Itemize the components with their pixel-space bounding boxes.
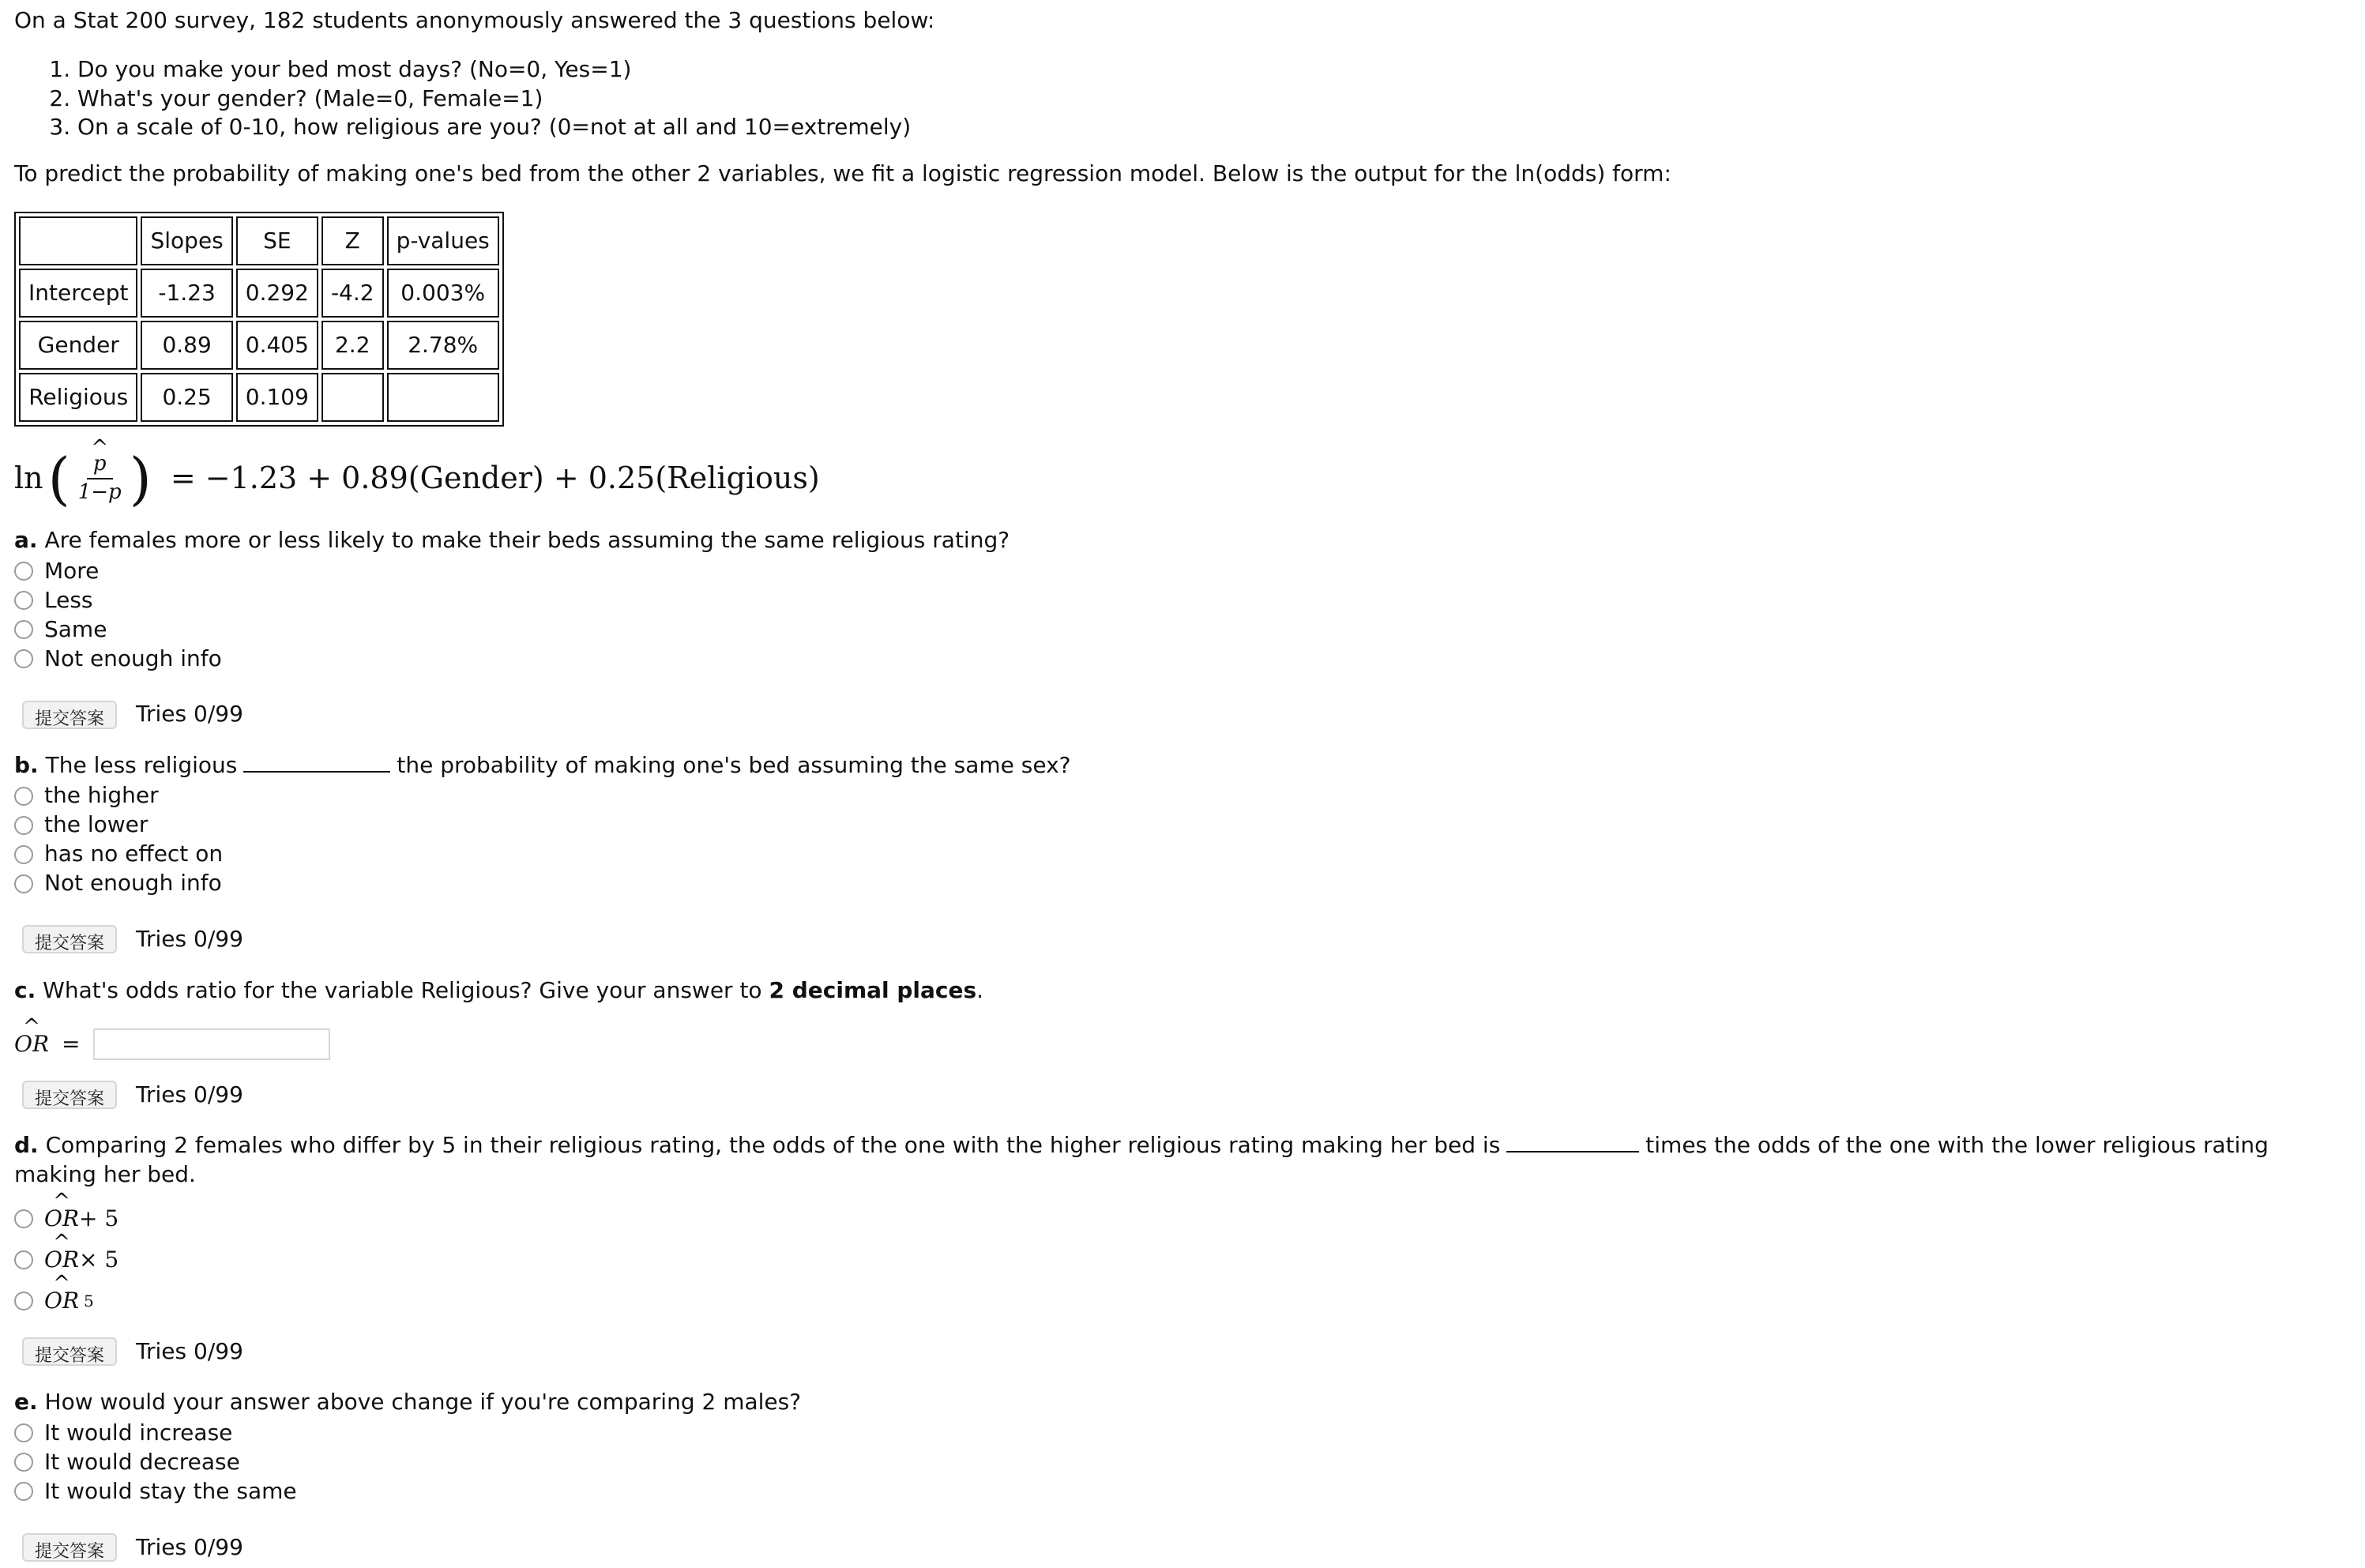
table-cell: Religious (19, 373, 137, 422)
option-label: It would decrease (44, 1449, 240, 1476)
intro-text: On a Stat 200 survey, 182 students anonymously answered the 3 questions below: (14, 7, 935, 33)
option-label: More (44, 557, 100, 584)
odds-ratio-row (14, 1028, 2351, 1060)
question-b (14, 751, 2351, 954)
option[interactable] (14, 585, 2351, 615)
question-letter: d. (14, 1132, 39, 1159)
answer-blank (1506, 1151, 1639, 1152)
option[interactable] (14, 615, 2351, 644)
radio-button[interactable] (14, 620, 33, 639)
option[interactable] (14, 1477, 2351, 1506)
option[interactable] (14, 1448, 2351, 1477)
option-label: Not enough info (44, 645, 222, 671)
equation-denominator: 1−p (77, 479, 122, 504)
equation-rhs: = −1.23 + 0.89(Gender) + 0.25(Religious) (170, 461, 820, 496)
survey-question-list (14, 55, 2351, 141)
table-cell: -1.23 (141, 269, 232, 318)
tries-counter: Tries 0/99 (136, 1338, 243, 1365)
option[interactable] (14, 1198, 2351, 1239)
submit-row (14, 925, 2351, 953)
table-cell: -4.2 (321, 269, 384, 318)
question-c (14, 976, 2351, 1110)
odds-ratio-symbol: ^ OR (44, 1246, 79, 1274)
equation-fraction (73, 451, 126, 506)
option[interactable] (14, 1239, 2351, 1280)
odds-ratio-symbol: ^ OR (44, 1287, 79, 1315)
submit-button[interactable]: 提交答案 (22, 925, 117, 953)
submit-button[interactable]: 提交答案 (22, 1081, 117, 1109)
radio-button[interactable] (14, 1292, 33, 1310)
radio-button[interactable] (14, 1423, 33, 1442)
question-e (14, 1388, 2351, 1562)
option-label: Less (44, 586, 93, 613)
table-cell: 2.78% (387, 321, 499, 370)
question-letter: b. (14, 751, 39, 778)
table-row (19, 321, 499, 370)
table-cell (321, 373, 384, 422)
radio-button[interactable] (14, 562, 33, 581)
radio-button[interactable] (14, 787, 33, 806)
table-header (19, 216, 137, 265)
question-letter: c. (14, 976, 36, 1003)
question-text-bold: 2 decimal places (769, 976, 977, 1003)
radio-button[interactable] (14, 874, 33, 893)
radio-button[interactable] (14, 1453, 33, 1472)
tries-counter: Tries 0/99 (136, 1081, 243, 1107)
question-text-before: The less religious (45, 751, 238, 778)
submit-row (14, 700, 2351, 728)
table-cell: Intercept (19, 269, 137, 318)
question-text: How would your answer above change if you're comparing 2 males? (44, 1389, 802, 1416)
radio-button[interactable] (14, 649, 33, 668)
table-cell: 0.292 (236, 269, 318, 318)
table-cell: 0.003% (387, 269, 499, 318)
survey-question: 1. Do you make your bed most days? (No=0, Yes=1) (77, 55, 2351, 84)
question-text-before: Comparing 2 females who differ by 5 in their religious rating, the odds of the one with the higher religious rating making her bed is (45, 1132, 1501, 1159)
option-label: It would stay the same (44, 1478, 297, 1505)
odds-ratio-symbol: ^ OR (44, 1205, 79, 1233)
table-header-row (19, 216, 499, 265)
tries-counter: Tries 0/99 (136, 701, 243, 728)
option-label: It would increase (44, 1419, 233, 1446)
option[interactable] (14, 810, 2351, 840)
odds-ratio-input[interactable] (93, 1028, 330, 1060)
option-expression: × 5 (79, 1246, 119, 1273)
option-label: has no effect on (44, 840, 224, 867)
question-text-before: What's odds ratio for the variable Religious? Give your answer to (43, 976, 762, 1003)
option-label: Not enough info (44, 870, 222, 897)
table-row (19, 373, 499, 422)
option-expression: + 5 (79, 1205, 119, 1231)
option[interactable] (14, 556, 2351, 585)
question-letter: a. (14, 526, 38, 553)
question-text-after: times the odds of the one with the lower religious rating making her bed. (14, 1132, 2269, 1187)
table-header: Z (321, 216, 384, 265)
regression-table (14, 212, 504, 427)
table-cell (387, 373, 499, 422)
option[interactable] (14, 781, 2351, 810)
table-cell: 0.89 (141, 321, 232, 370)
table-cell: 0.25 (141, 373, 232, 422)
question-text: Are females more or less likely to make their beds assuming the same religious rating? (44, 526, 1010, 553)
equation-ln: ln (14, 461, 43, 496)
equation-numerator: ^ p (87, 451, 113, 479)
option[interactable] (14, 1280, 2351, 1322)
table-cell: 0.405 (236, 321, 318, 370)
option-label: Same (44, 615, 107, 642)
table-header: SE (236, 216, 318, 265)
tries-counter: Tries 0/99 (136, 1533, 243, 1560)
submit-button[interactable]: 提交答案 (22, 1533, 117, 1562)
regression-equation (14, 445, 2351, 512)
table-header: p-values (387, 216, 499, 265)
option-label: the higher (44, 782, 159, 809)
question-d (14, 1131, 2351, 1366)
table-cell: 0.109 (236, 373, 318, 422)
option-label: the lower (44, 811, 149, 838)
radio-button[interactable] (14, 816, 33, 835)
question-text-after: the probability of making one's bed assuming the same sex? (397, 751, 1071, 778)
options-d (14, 1198, 2351, 1322)
question-text-after: . (976, 976, 984, 1003)
predict-text: To predict the probability of making one's bed from the other 2 variables, we fit a logistic regression model. Below is the output for the ln(odds) form: (14, 160, 1671, 186)
options-e (14, 1419, 2351, 1506)
equals-sign: = (62, 1030, 81, 1057)
option[interactable] (14, 840, 2351, 869)
radio-button[interactable] (14, 591, 33, 610)
survey-question: 3. On a scale of 0-10, how religious are you? (0=not at all and 10=extremely) (77, 113, 2351, 141)
submit-row (14, 1337, 2351, 1366)
options-b (14, 781, 2351, 898)
table-header: Slopes (141, 216, 232, 265)
table-cell: Gender (19, 321, 137, 370)
right-paren: ) (129, 445, 152, 512)
option[interactable] (14, 869, 2351, 898)
radio-button[interactable] (14, 1250, 33, 1269)
option[interactable] (14, 1419, 2351, 1448)
radio-button[interactable] (14, 1482, 33, 1501)
left-paren: ( (47, 445, 70, 512)
radio-button[interactable] (14, 1209, 33, 1228)
submit-button[interactable]: 提交答案 (22, 1337, 117, 1366)
option[interactable] (14, 644, 2351, 673)
odds-ratio-symbol: ^ OR (14, 1030, 49, 1058)
options-a (14, 556, 2351, 673)
radio-button[interactable] (14, 845, 33, 864)
submit-row (14, 1533, 2351, 1562)
question-a (14, 526, 2351, 729)
tries-counter: Tries 0/99 (136, 926, 243, 953)
submit-button[interactable]: 提交答案 (22, 701, 117, 729)
question-letter: e. (14, 1389, 38, 1416)
survey-question: 2. What's your gender? (Male=0, Female=1) (77, 85, 2351, 113)
table-row (19, 269, 499, 318)
table-cell: 2.2 (321, 321, 384, 370)
answer-blank (243, 771, 390, 773)
option-exponent: 5 (84, 1292, 94, 1311)
submit-row (14, 1081, 2351, 1109)
